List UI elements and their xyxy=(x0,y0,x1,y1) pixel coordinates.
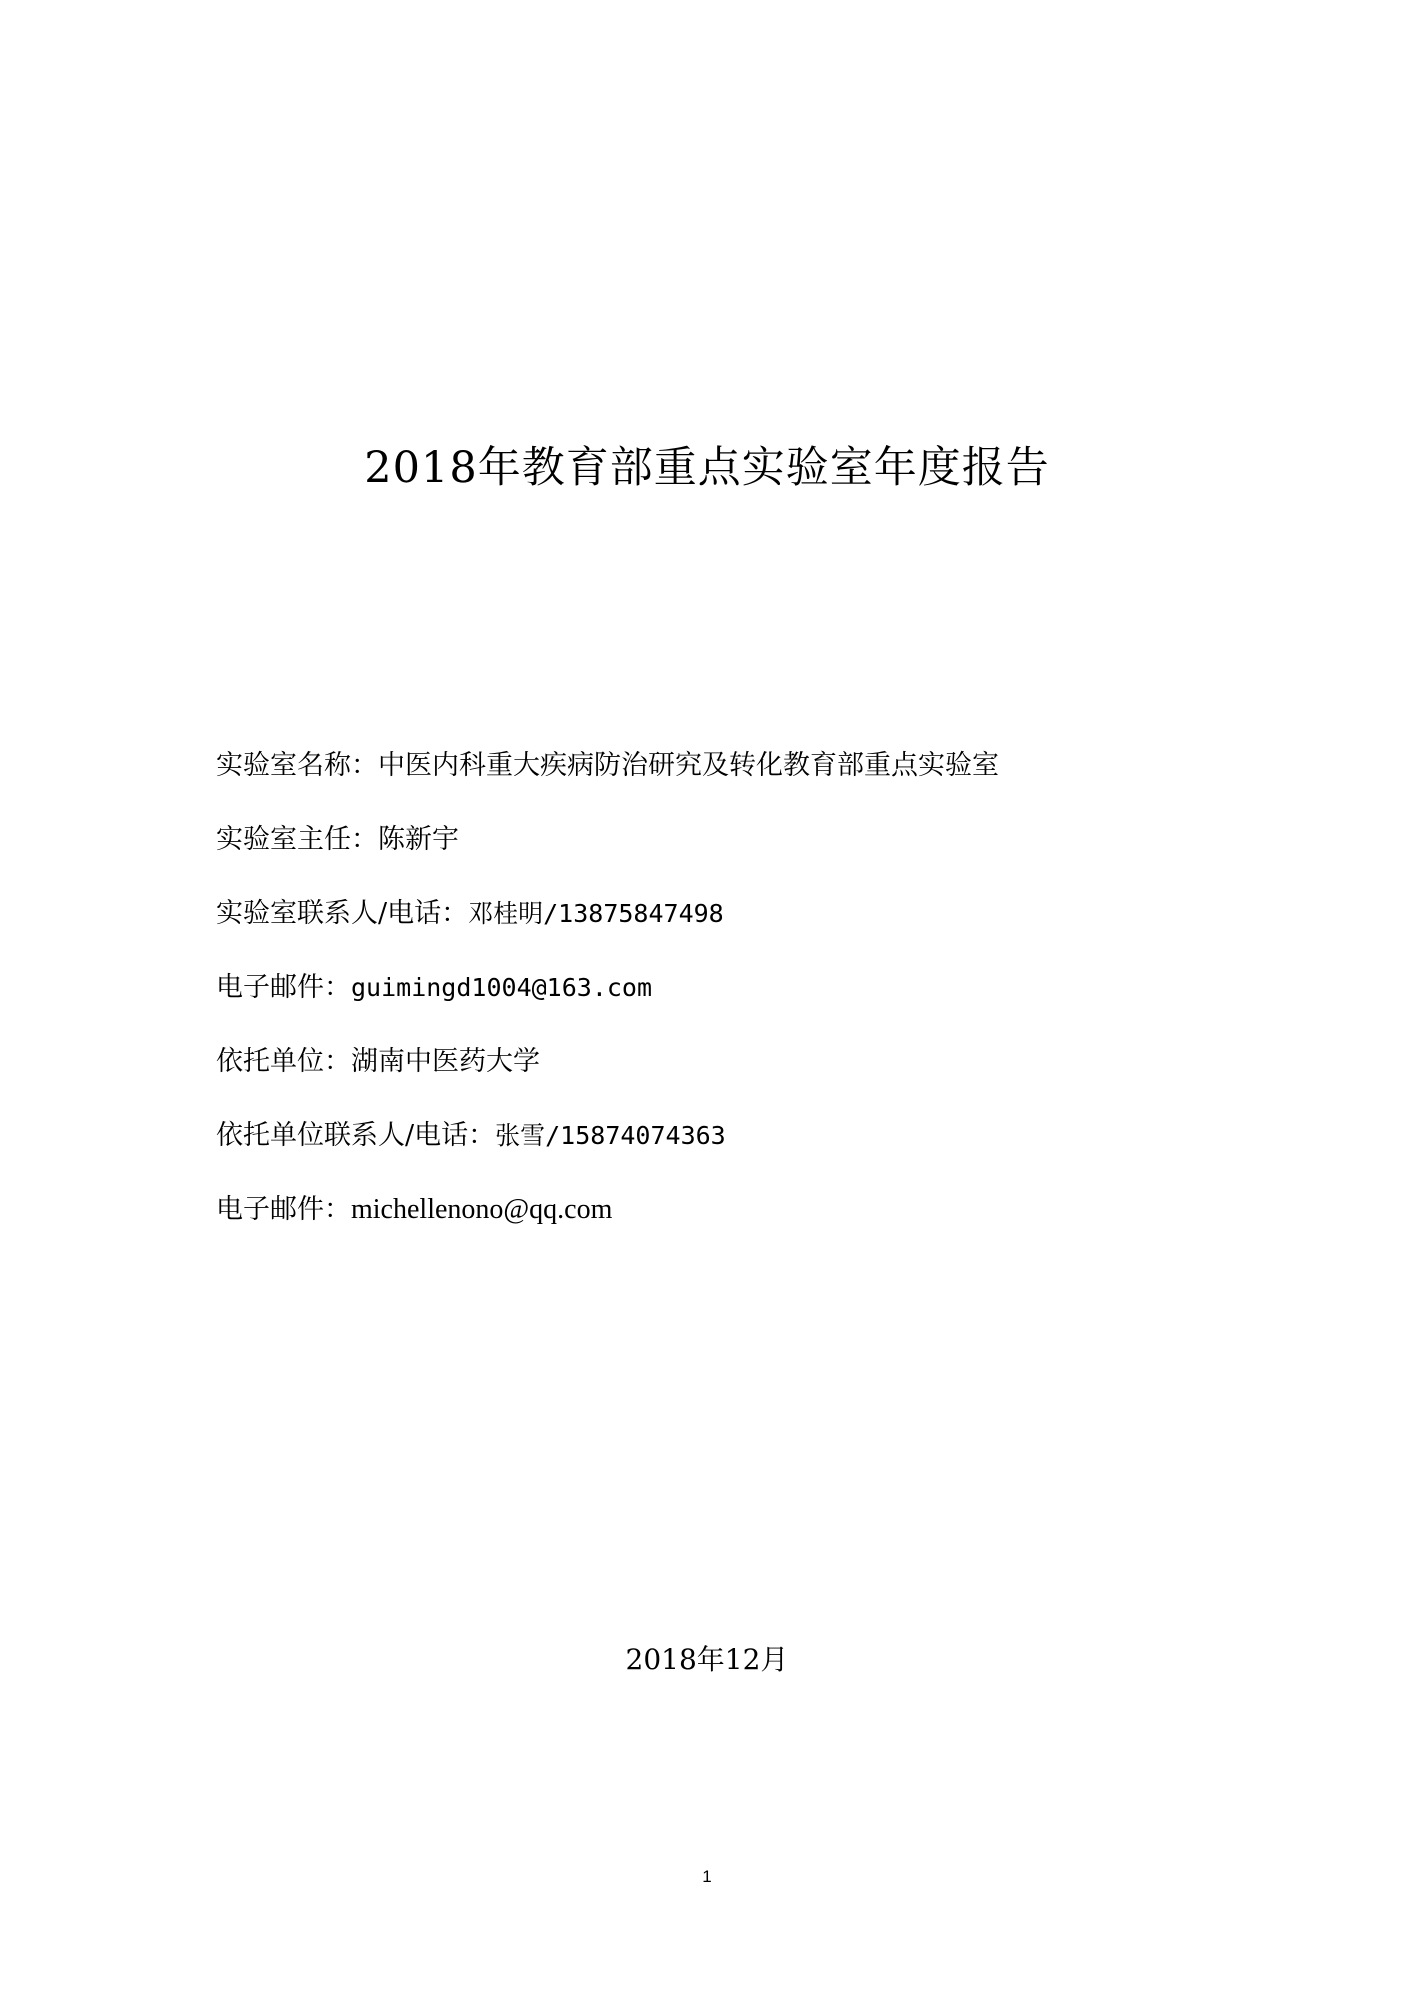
lab-email-label: 电子邮件： xyxy=(216,972,351,1003)
host-unit-label: 依托单位： xyxy=(216,1046,351,1077)
lab-name-value: 中医内科重大疾病防治研究及转化教育部重点实验室 xyxy=(378,750,999,781)
lab-contact-line xyxy=(216,894,1216,968)
lab-contact-label: 实验室联系人/电话： xyxy=(216,898,469,929)
lab-email-value: guimingd1004@163.com xyxy=(351,973,653,1002)
host-contact-line xyxy=(216,1116,1216,1190)
lab-email-line xyxy=(216,968,1216,1042)
host-unit-value: 湖南中医药大学 xyxy=(351,1046,540,1077)
host-email-label: 电子邮件： xyxy=(216,1194,351,1225)
document-title: 2018年教育部重点实验室年度报告 xyxy=(364,443,1050,493)
lab-contact-value: 邓桂明/13875847498 xyxy=(468,899,724,928)
lab-name-label: 实验室名称： xyxy=(216,750,378,781)
page-number: 1 xyxy=(702,1867,712,1886)
lab-director-label: 实验室主任： xyxy=(216,824,378,855)
host-contact-label: 依托单位联系人/电话： xyxy=(216,1120,496,1151)
host-email-line xyxy=(216,1190,1216,1264)
host-contact-value: 张雪/15874074363 xyxy=(495,1121,726,1150)
lab-name-line xyxy=(216,746,1216,820)
host-unit-line xyxy=(216,1042,1216,1116)
lab-info-block xyxy=(216,746,1216,1264)
lab-director-value: 陈新宇 xyxy=(378,824,459,855)
document-date: 2018年12月 xyxy=(625,1643,789,1676)
lab-director-line xyxy=(216,820,1216,894)
host-email-value: michellenono@qq.com xyxy=(351,1194,613,1225)
